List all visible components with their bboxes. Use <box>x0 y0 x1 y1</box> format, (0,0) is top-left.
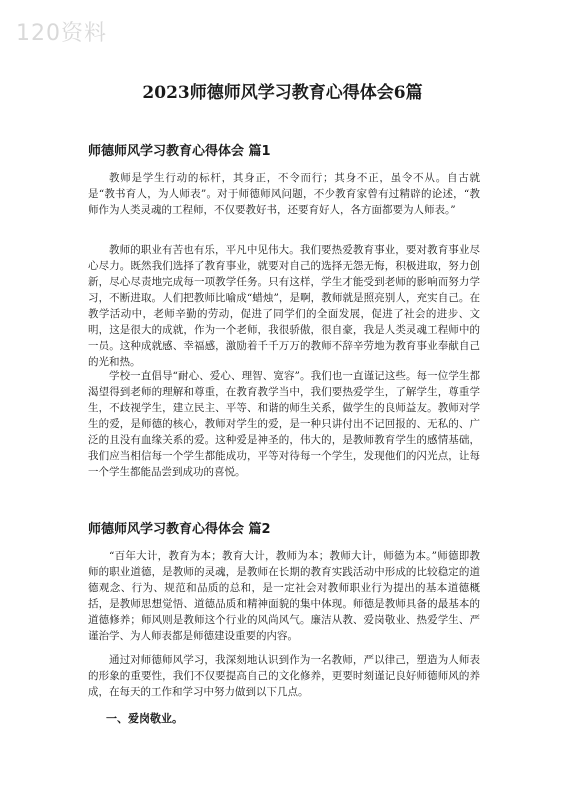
paragraph: “百年大计，教育为本；教育大计，教师为本；教师大计，师德为本。”师德即教师的职业道德，是教师的灵魂，是教师在长期的教育实践活动中形成的比较稳定的道德观念、行为、规范和品质的总和，是一定社会对教师职业行为提出的基本道德概括，是教师思想觉悟、道德品质和精神面貌的集中体现。师德是教师具备的最基本的道德修养；师风则是教师这个行业的风尚风气。廉洁从教、爱岗敬业、热爱学生、严谨治学、为人师表都是师德建设重要的内容。 <box>88 550 480 642</box>
subheading: 一、爱岗敬业。 <box>106 712 183 725</box>
section-heading-1: 师德师风学习教育心得体会 篇1 <box>88 144 271 159</box>
watermark: 120资料 <box>16 21 107 46</box>
paragraph: 学校一直倡导“耐心、爱心、理智、宽容”。我们也一直谨记这些。每一位学生都渴望得到老师的理解和尊重，在教育教学当中，我们要热爱学生，了解学生，尊重学生，不歧视学生，建立民主、平等、和谐的师生关系，做学生的良师益友。教师对学生的爱，是师德的核心，教师对学生的爱，是一种只讲付出不记回报的、无私的、广泛的且没有血缘关系的爱。这种爱是神圣的，伟大的，是教师教育学生的感情基础，我们应当相信每一个学生都能成功，平等对待每一个学生，发现他们的闪光点，让每一个学生都能品尝到成功的喜悦。 <box>88 370 480 478</box>
paragraph: 教师是学生行动的标杆，其身正，不令而行；其身不正，虽令不从。自古就是“教书育人，为人师表”。对于师德师风问题，不少教育家曾有过精辟的论述，“教师作为人类灵魂的工程师，不仅要教好书，还要育好人，各方面都要为人师表。” <box>88 172 480 216</box>
document-title: 2023师德师风学习教育心得体会6篇 <box>142 83 423 103</box>
paragraph: 通过对师德师风学习，我深刻地认识到作为一名教师，严以律己，塑造为人师表的形象的重要性，我们不仅要提高自己的文化修养，更要时刻谨记良好师德师风的养成，在每天的工作和学习中努力做到以下几点。 <box>88 654 480 698</box>
section-heading-2: 师德师风学习教育心得体会 篇2 <box>88 522 271 537</box>
paragraph: 教师的职业有苦也有乐，平凡中见伟大。我们要热爱教育事业，要对教育事业尽心尽力。既然我们选择了教育事业，就要对自己的选择无怨无悔，积极进取，努力创新，尽心尽责地完成每一项教学任务。只有这样，学生才能受到老师的影响而努力学习，不断进取。人们把教师比喻成“蜡烛”，是啊，教师就是照亮别人，充实自己。在教学活动中，老师辛勤的劳动，促进了同学们的全面发展，促进了社会的进步、文明，这是很大的成就，作为一个老师，我很骄傲，很自豪，我是人类灵魂工程师中的一员。这种成就感、幸福感，激励着千千万万的教师不辞辛劳地为教育事业奉献自己的光和热。 <box>88 244 480 368</box>
